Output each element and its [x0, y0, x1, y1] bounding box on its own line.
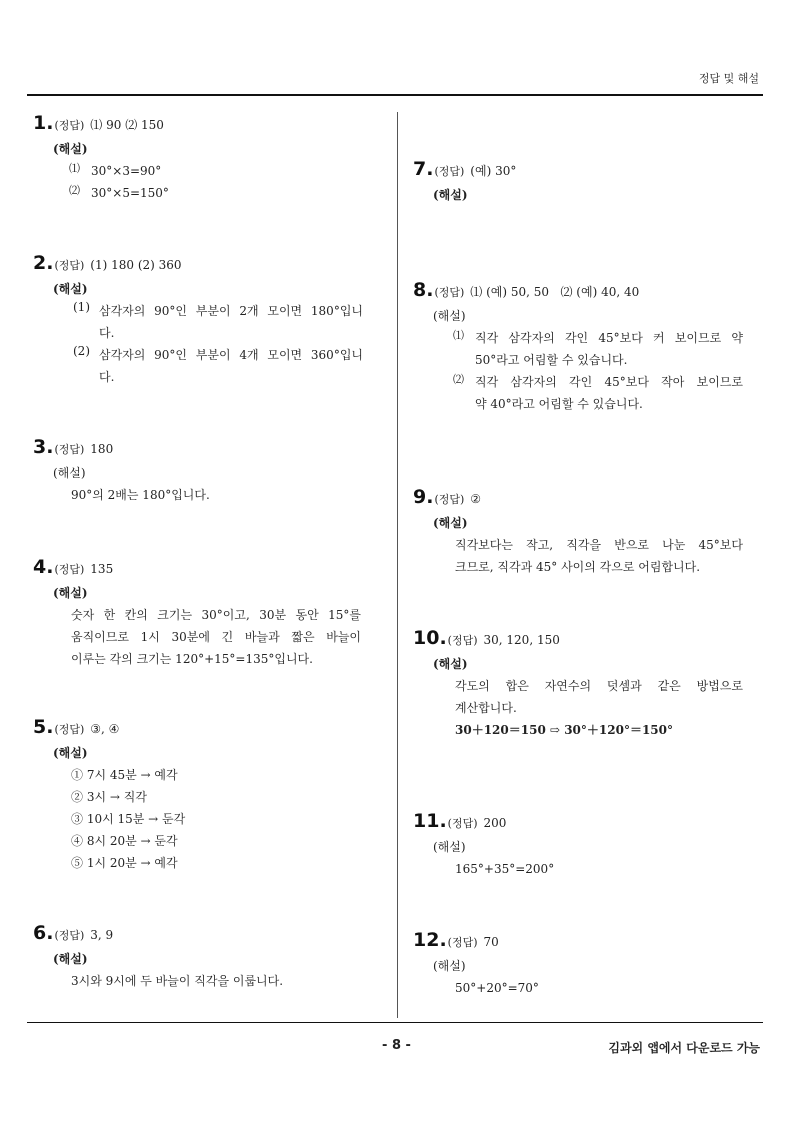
top-divider: [27, 94, 763, 96]
question-1: [33, 112, 373, 204]
question-10: [413, 627, 753, 741]
answer-value: ⑴ (예) 50, 50 ⑵ (예) 40, 40: [470, 285, 640, 299]
explanation-label: (해설): [53, 466, 86, 480]
answer-value: ⑴ 90 ⑵ 150: [90, 118, 164, 132]
explanation-line: (2) 삼각자의 90°인 부분이 4개 모이면 360°입니 다.: [73, 344, 363, 384]
answer-value: ③, ④: [90, 722, 120, 736]
explanation-line: 직각보다는 작고, 직각을 반으로 나눈 45°보다: [455, 538, 743, 552]
answer-value: (예) 30°: [470, 164, 517, 178]
question-number: 5.: [33, 716, 54, 738]
explanation-label: (해설): [53, 586, 88, 600]
explanation-line: 숫자 한 칸의 크기는 30°이고, 30분 동안 15°를: [71, 608, 361, 622]
question-number: 6.: [33, 922, 54, 944]
question-7: [413, 158, 753, 206]
explanation-line: 계산합니다.: [455, 701, 517, 715]
question-11: [413, 810, 753, 880]
question-4: [33, 556, 373, 670]
answer-label: (정답): [447, 936, 478, 949]
explanation-line: ④ 8시 20분 → 둔각: [71, 834, 178, 848]
explanation-label: (해설): [53, 142, 88, 156]
question-6: [33, 922, 373, 992]
question-2: [33, 252, 373, 388]
explanation-line: (1) 삼각자의 90°인 부분이 2개 모이면 180°입니 다.: [73, 300, 363, 340]
answer-value: 70: [483, 935, 499, 949]
page-number: - 8 -: [382, 1038, 411, 1053]
explanation-line: ⑴ 30°×3=90°: [69, 162, 162, 178]
answer-label: (정답): [54, 723, 85, 736]
answer-label: (정답): [54, 929, 85, 942]
explanation-line: ⑵ 30°×5=150°: [69, 184, 169, 200]
question-number: 2.: [33, 252, 54, 274]
answer-label: (정답): [434, 493, 465, 506]
explanation-line: 90°의 2배는 180°입니다.: [71, 488, 210, 502]
section-title: 정답 및 해설: [698, 72, 759, 85]
question-number: 7.: [413, 158, 434, 180]
answer-label: (정답): [447, 634, 478, 647]
answer-value: 135: [90, 562, 114, 576]
explanation-line: ① 7시 45분 → 예각: [71, 768, 178, 782]
explanation-line: 크므로, 직각과 45° 사이의 각으로 어림합니다.: [455, 560, 701, 574]
explanation-line: ⑵ 직각 삼각자의 각인 45°보다 작아 보이므로 약 40°라고 어림할 수 있습니다.: [453, 373, 743, 411]
question-9: [413, 486, 753, 578]
explanation-line: ⑤ 1시 20분 → 예각: [71, 856, 178, 870]
explanation-line: ③ 10시 15분 → 둔각: [71, 812, 186, 826]
explanation-label: (해설): [433, 959, 466, 973]
question-number: 8.: [413, 279, 434, 301]
answer-value: 180: [90, 442, 114, 456]
explanation-line: 각도의 합은 자연수의 덧셈과 같은 방법으로: [455, 679, 743, 693]
answer-value: 30, 120, 150: [483, 633, 560, 647]
explanation-line: 움직이므로 1시 30분에 긴 바늘과 짧은 바늘이: [71, 630, 361, 644]
question-number: 4.: [33, 556, 54, 578]
answer-label: (정답): [54, 443, 85, 456]
answer-label: (정답): [447, 817, 478, 830]
explanation-line: ② 3시 → 직각: [71, 790, 147, 804]
explanation-line: 3시와 9시에 두 바늘이 직각을 이룹니다.: [71, 974, 284, 988]
footer-note: 김과외 앱에서 다운로드 가능: [608, 1041, 760, 1055]
explanation-label: (해설): [433, 840, 466, 854]
answer-value: ②: [470, 492, 482, 506]
explanation-line: 50°+20°=70°: [455, 981, 539, 995]
explanation-label: (해설): [433, 516, 468, 530]
explanation-label: (해설): [53, 746, 88, 760]
question-number: 12.: [413, 929, 447, 951]
question-8: [413, 279, 753, 415]
answer-label: (정답): [434, 286, 465, 299]
question-number: 3.: [33, 436, 54, 458]
question-3: [33, 436, 373, 506]
explanation-line: ⑴ 직각 삼각자의 각인 45°보다 커 보이므로 약 50°라고 어림할 수 있습니다.: [453, 329, 743, 367]
question-12: [413, 929, 753, 999]
bottom-divider: [27, 1022, 763, 1023]
question-number: 11.: [413, 810, 447, 832]
explanation-label: (해설): [433, 657, 468, 671]
answer-value: (1) 180 (2) 360: [90, 258, 182, 272]
question-number: 1.: [33, 112, 54, 134]
column-divider: [397, 112, 398, 1018]
answer-value: 3, 9: [90, 928, 114, 942]
explanation-label: (해설): [53, 282, 88, 296]
explanation-label: (해설): [433, 188, 468, 202]
question-number: 10.: [413, 627, 447, 649]
question-5: [33, 716, 373, 874]
answer-label: (정답): [54, 119, 85, 132]
answer-label: (정답): [54, 563, 85, 576]
explanation-line: 30＋120＝150 ⇨ 30°＋120°＝150°: [455, 723, 674, 737]
explanation-label: (해설): [53, 952, 88, 966]
explanation-line: 이루는 각의 크기는 120°+15°=135°입니다.: [71, 652, 313, 666]
explanation-line: 165°+35°=200°: [455, 862, 555, 876]
answer-label: (정답): [434, 165, 465, 178]
explanation-label: (해설): [433, 309, 466, 323]
answer-label: (정답): [54, 259, 85, 272]
question-number: 9.: [413, 486, 434, 508]
answer-value: 200: [483, 816, 507, 830]
